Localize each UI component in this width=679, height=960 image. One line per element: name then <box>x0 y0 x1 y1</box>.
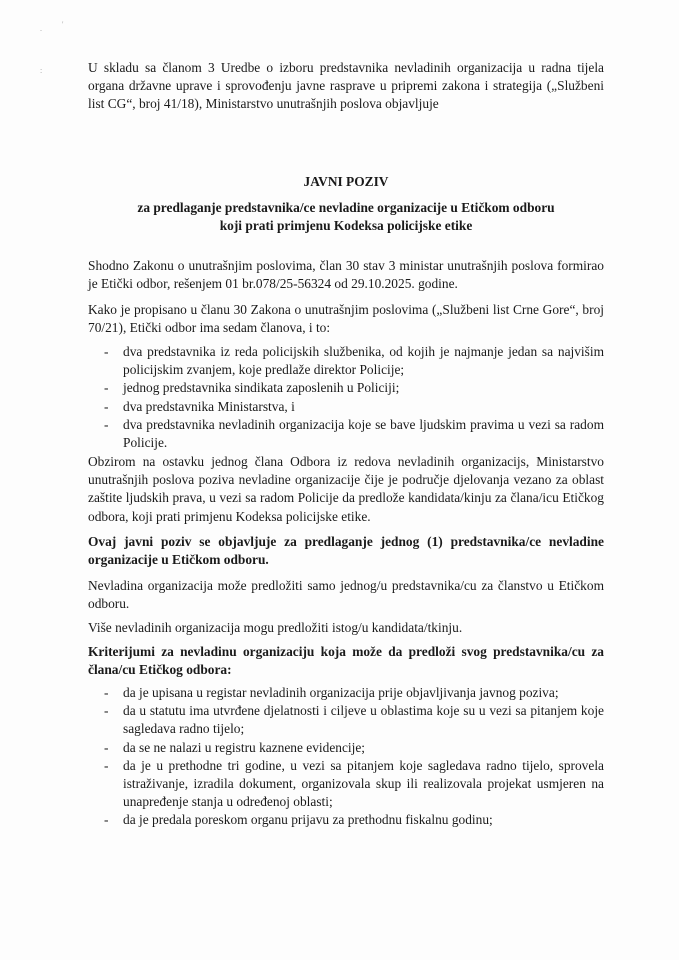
document-title: JAVNI POZIV <box>303 174 389 189</box>
paragraph-composition: Kako je propisano u članu 30 Zakona o unutrašnjim poslovima („Službeni list Crne Gore“, broj 70/21), Etički odbor ima sedam članova, i to: <box>88 302 604 336</box>
subtitle-line-1: za predlaganje predstavnika/ce nevladine organizacije u Etičkom odboru <box>137 200 555 215</box>
criteria-heading: Kriterijumi za nevladinu organizaciju koja može da predloži svog predstavnika/cu za člana/cu Etičkog odbora: <box>88 644 604 678</box>
list-item: - da je upisana u registar nevladinih organizacija prije objavljivanja javnog poziva; <box>104 684 604 702</box>
list-item: - dva predstavnika nevladinih organizacija koje se bave ljudskim pravima u vezi sa radom Policije. <box>104 416 604 452</box>
scan-mark: ' <box>62 20 64 29</box>
list-item: - da u statutu ima utvrđene djelatnosti i ciljeve u oblastima koje su u vezi sa pitanjem koje sagledava radno tijelo; <box>104 702 604 738</box>
list-item: - dva predstavnika iz reda policijskih službenika, od kojih je najmanje jedan sa najvišim policijskim zvanjem, koje predlaže direktor Policije; <box>104 343 604 379</box>
paragraph-formation: Shodno Zakonu o unutrašnjim poslovima, član 30 stav 3 ministar unutrašnjih poslova formirao je Etički odbor, rešenjem 01 br.078/25-56324 od 29.10.2025. godine. <box>88 258 604 292</box>
scan-mark: . <box>40 24 42 33</box>
list-item: - da je predala poreskom organu prijavu za prethodnu fiskalnu godinu; <box>104 811 604 829</box>
list-item: - jednog predstavnika sindikata zaposlenih u Policiji; <box>104 379 604 397</box>
subtitle-line-2: koji prati primjenu Kodeksa policijske etike <box>219 218 473 233</box>
list-item: - dva predstavnika Ministarstva, i <box>104 398 604 416</box>
intro-paragraph: U skladu sa članom 3 Uredbe o izboru predstavnika nevladinih organizacija u radna tijela organa državne uprave i sprovođenju javne rasprave u pripremi zakona i strategija („Službeni list CG“, broj 41/18), Ministarstvo unutrašnjih poslova objavljuje <box>88 60 604 112</box>
scan-mark: : <box>40 66 43 75</box>
list-item: - da se ne nalazi u registru kaznene evidencije; <box>104 739 604 757</box>
members-list <box>104 343 604 452</box>
paragraph-same-candidate: Više nevladinih organizacija mogu predložiti istog/u kandidata/tkinju. <box>88 620 463 635</box>
paragraph-call: Obzirom na ostavku jednog člana Odbora iz redova nevladinih organizacijs, Ministarstvo unutrašnjih poslova poziva nevladine organizacije čije je područje djelovanja vezano za oblast zaštite ljudskih prava, u vezi sa radom Policije da predlože kandidata/kinju za člana/icu Etičkog odbora, koji prati primjenu Kodeksa policijske etike. <box>88 454 604 524</box>
list-item: - da je u prethodne tri godine, u vezi sa pitanjem koje sagledava radno tijelo, sprovela istraživanje, izradila dokument, organizovala skup ili realizovala projekat usmjeren na unapređenje stanja u određenoj oblasti; <box>104 757 604 812</box>
paragraph-limit: Nevladina organizacija može predložiti samo jednog/u predstavnika/cu za članstvo u Etičkom odboru. <box>88 578 604 612</box>
paragraph-announcement: Ovaj javni poziv se objavljuje za predlaganje jednog (1) predstavnika/ce nevladine organizacije u Etičkom odboru. <box>88 534 604 568</box>
criteria-list <box>104 684 604 830</box>
